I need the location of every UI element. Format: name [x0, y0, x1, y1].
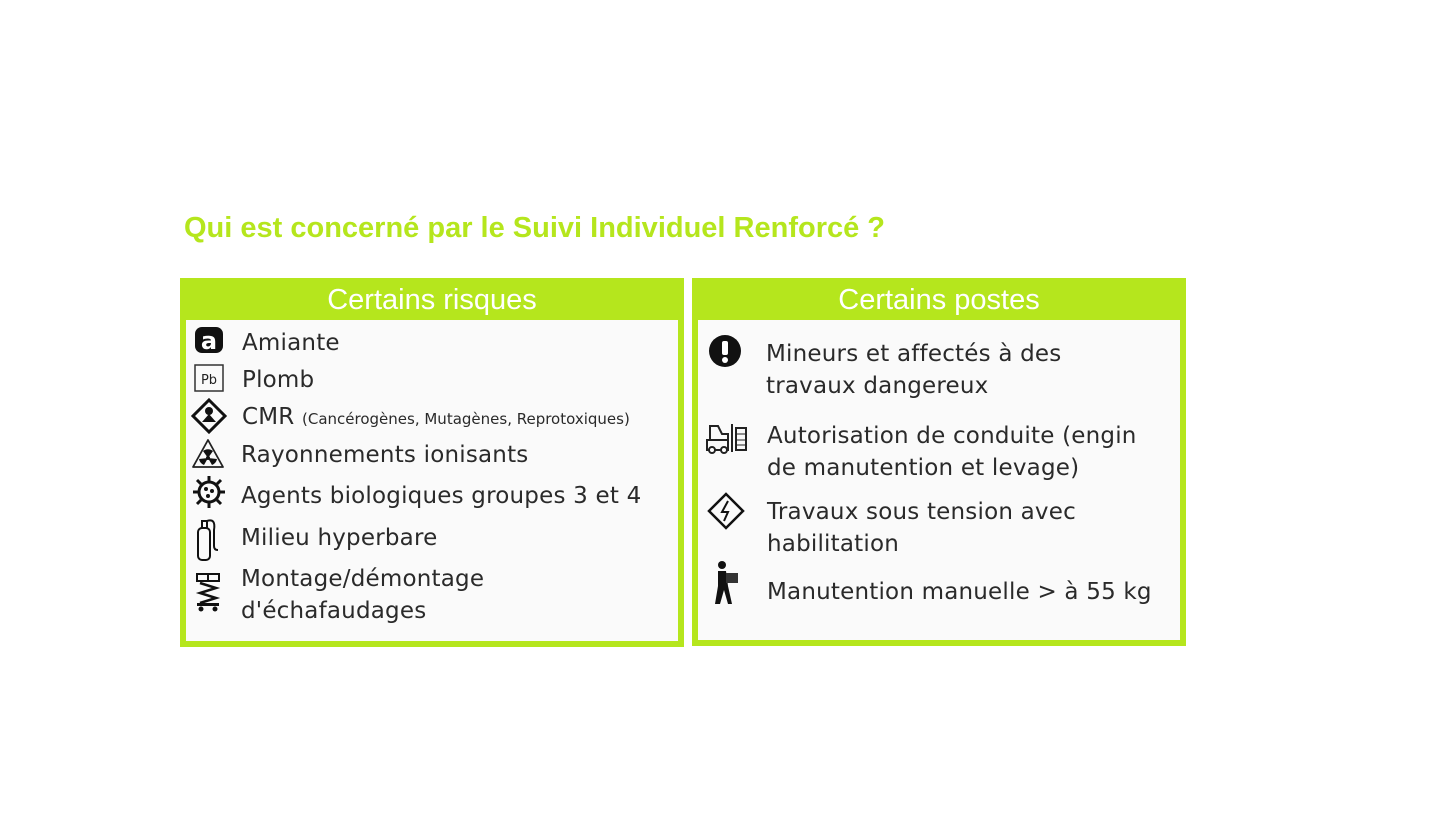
list-item [767, 496, 1076, 560]
biohazard-icon [192, 475, 226, 509]
item-label: Amiante [242, 330, 340, 356]
item-label: Milieu hyperbare [241, 525, 438, 551]
gas-cylinder-icon [194, 516, 224, 562]
item-label-line2: d'échafaudages [241, 598, 427, 624]
svg-text:a: a [200, 327, 218, 355]
item-label: Travaux sous tension avec [767, 499, 1076, 525]
item-label: Rayonnements ionisants [241, 442, 529, 468]
warning-exclamation-icon [708, 334, 742, 368]
list-item [241, 563, 484, 627]
list-item [241, 480, 641, 512]
asbestos-icon [192, 324, 226, 358]
page-title: Qui est concerné par le Suivi Individuel Renforcé ? [184, 212, 886, 244]
risques-header: Certains risques [327, 284, 537, 316]
item-label: Manutention manuelle > à 55 kg [767, 579, 1152, 605]
risques-panel [180, 278, 684, 647]
item-label: Autorisation de conduite (engin [767, 423, 1137, 449]
postes-panel [692, 278, 1186, 646]
list-item [242, 327, 340, 359]
list-item [241, 439, 529, 471]
scaffolding-icon [194, 572, 222, 612]
radiation-icon [191, 437, 225, 471]
item-label-line2: de manutention et levage) [767, 455, 1080, 481]
postes-list [698, 320, 1180, 640]
list-item [767, 576, 1152, 608]
cmr-hazard-icon [191, 398, 227, 434]
list-item [767, 420, 1137, 484]
item-label-line2: travaux dangereux [766, 373, 989, 399]
item-label-line2: habilitation [767, 531, 900, 557]
lead-icon [192, 362, 226, 396]
person-lifting-icon [708, 560, 742, 608]
svg-text:Pb: Pb [200, 373, 218, 388]
item-label: Montage/démontage [241, 566, 485, 592]
list-item [242, 401, 630, 435]
electrical-hazard-icon [706, 491, 746, 531]
item-label: Mineurs et affectés à des [766, 341, 1062, 367]
forklift-icon [704, 420, 750, 454]
item-label: Plomb [242, 367, 315, 393]
risques-list [186, 320, 678, 641]
list-item [242, 364, 314, 396]
list-item [766, 338, 1061, 402]
item-label: Agents biologiques groupes 3 et 4 [241, 483, 642, 509]
item-note: (Cancérogènes, Mutagènes, Reprotoxiques) [302, 410, 630, 428]
postes-header: Certains postes [838, 284, 1040, 316]
item-label: CMR [242, 404, 295, 430]
list-item [241, 522, 437, 554]
